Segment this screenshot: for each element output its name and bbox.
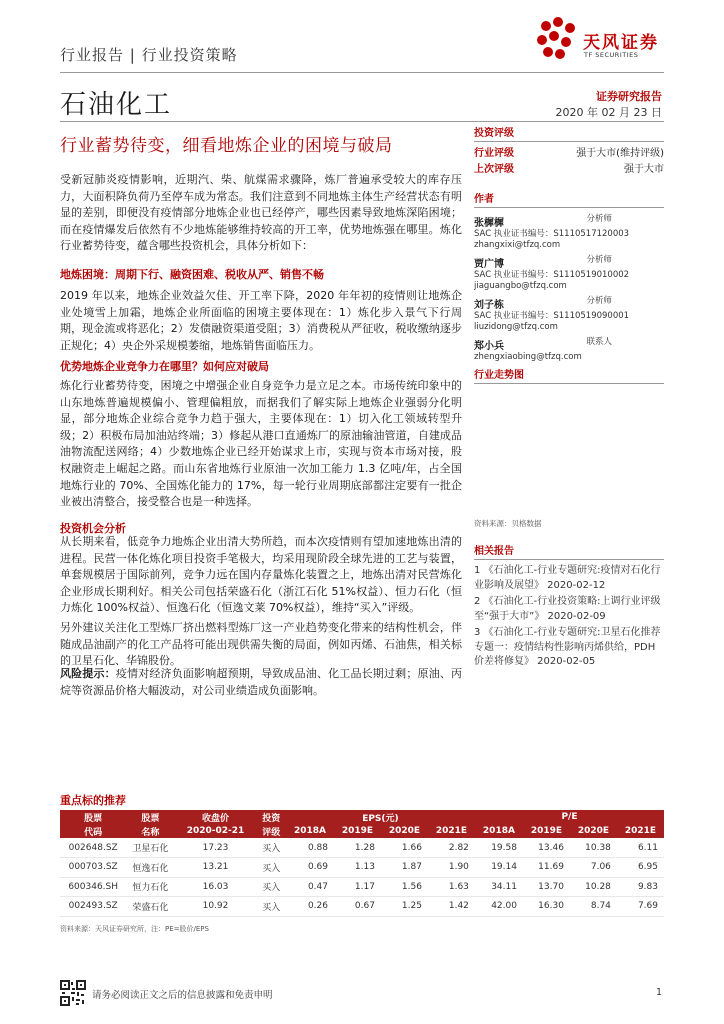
table-cell: 买入 xyxy=(257,897,286,917)
table-cell: 19.58 xyxy=(475,838,523,858)
logo-name: 天风证券 xyxy=(583,33,659,53)
table-cell: 1.90 xyxy=(428,858,475,878)
table-cell: 1.63 xyxy=(428,877,475,897)
author-email[interactable]: zhengxiaobing@tfzq.com xyxy=(474,352,582,362)
table-cell: 19.14 xyxy=(475,858,523,878)
table-cell: 10.92 xyxy=(174,897,256,917)
table-cell: 卫星石化 xyxy=(126,838,174,858)
section-text-opportunity: 从长期来看，低竞争力地炼企业出清大势所趋，而本次疫情则有望加速地炼出清的进程。民营一体化炼化项目投资手笔极大，均采用现阶段全球先进的工艺与装置，单套规模居于国际前列，竞争力远在国内存量炼化装置之上，地炼出清对民营炼化企业形成长期利好。相关公司包括荣盛石化（浙江石化 51%权益）、恒力石化（恒力炼化 100%权益）、恒逸石化（恒逸文莱 70%权益），维持“买入”评级。 xyxy=(60,535,462,615)
table-cell: 002648.SZ xyxy=(60,838,126,858)
document-kind: 证券研究报告 xyxy=(596,90,662,103)
table-cell: 1.25 xyxy=(381,897,428,917)
table-cell: 17.23 xyxy=(174,838,256,858)
table-cell: 13.46 xyxy=(523,838,570,858)
table-header-cell: 2018A xyxy=(475,824,523,838)
header-divider xyxy=(60,72,664,73)
table-header-cell: 2021E xyxy=(428,824,475,838)
author-role: 联系人 xyxy=(586,337,612,347)
rating-heading: 投资评级 xyxy=(474,124,664,142)
table-cell: 恒逸石化 xyxy=(126,858,174,878)
table-header-row xyxy=(60,824,664,838)
author-email[interactable]: liuzidong@tfzq.com xyxy=(474,322,558,332)
intro-paragraph: 受新冠肺炎疫情影响，近期汽、柴、航煤需求骤降，炼厂普遍承受较大的库存压力，大面积降负荷乃至停车成为常态。我们注意到不同地炼主体生产经营状态有明显的差别，即便没有疫情部分地炼企业也已经停产，哪些因素导致地炼深陷困境；而在疫情爆发后依然有不少地炼能够维持较高的开工率，优势地炼强在哪里。炼化行业蓄势待变，蕴含哪些投资机会，具体分析如下： xyxy=(60,173,462,253)
rating-row xyxy=(474,146,664,162)
related-heading: 相关报告 xyxy=(474,542,664,560)
table-cell: 34.11 xyxy=(475,877,523,897)
stock-recommendation-table xyxy=(60,810,664,917)
table-cell: 恒力石化 xyxy=(126,877,174,897)
section-text-structural: 另外建议关注化工型炼厂挤出燃料型炼厂这一产业趋势变化带来的结构性机会，伴随成品油副产的化工产品将可能出现供需失衡的局面，例如丙烯、石油焦，相关标的卫星石化、华锦股份。 xyxy=(60,621,462,668)
table-row xyxy=(60,858,664,878)
document-date: 2020 年 02 月 23 日 xyxy=(555,106,662,119)
report-headline: 行业蓄势待变，细看地炼企业的困境与破局 xyxy=(60,136,393,156)
related-report-item[interactable]: 1 《石油化工-行业专题研究:疫情对石化行业影响及展望》 2020-02-12 xyxy=(474,565,661,591)
table-cell: 600346.SH xyxy=(60,877,126,897)
rating-value: 强于大市(维持评级) xyxy=(576,148,664,159)
table-cell: 1.56 xyxy=(381,877,428,897)
section-text-dilemma: 2019 年以来，地炼企业效益欠佳、开工率下降，2020 年年初的疫情则让地炼企业处境雪上加霜，地炼企业所面临的困境主要体现在：1）炼化步入景气下行周期，现金流或将恶化；2）发债融资渠道受阻；3）消费税从严征收，税收缴纳逐步正规化；4）央企外采规模萎缩，地炼销售面临压力。 xyxy=(60,289,462,352)
author-email[interactable]: zhangxixi@tfzq.com xyxy=(474,240,561,250)
author-heading: 作者 xyxy=(474,190,664,208)
title-divider xyxy=(60,121,664,122)
table-cell: 13.70 xyxy=(523,877,570,897)
author-name: 贾广博 xyxy=(474,259,504,270)
rating-value: 强于大市 xyxy=(624,164,664,175)
author-entry xyxy=(474,296,664,333)
table-cell: 7.06 xyxy=(570,858,617,878)
table-header-cell: 代码 xyxy=(60,824,126,838)
table-cell: 0.69 xyxy=(286,858,334,878)
table-title: 重点标的推荐 xyxy=(60,794,126,807)
table-cell: 1.28 xyxy=(334,838,381,858)
table-header-cell: 2020E xyxy=(570,824,617,838)
logo-mark-icon xyxy=(532,14,582,70)
rating-row xyxy=(474,162,664,178)
trend-chart-area xyxy=(474,382,664,512)
author-email[interactable]: jiaguangbo@tfzq.com xyxy=(474,281,567,291)
logo-subtitle: TF SECURITIES xyxy=(584,51,639,59)
footer-disclaimer[interactable]: 请务必阅读正文之后的信息披露和免责申明 xyxy=(92,990,273,1001)
table-row xyxy=(60,877,664,897)
table-cell: 16.30 xyxy=(523,897,570,917)
risk-label: 风险提示： xyxy=(60,667,116,680)
table-cell: 9.83 xyxy=(617,877,664,897)
table-header-cell: 收盘价 xyxy=(174,810,256,824)
table-cell: 10.28 xyxy=(570,877,617,897)
related-report-item[interactable]: 3 《石油化工-行业专题研究:卫星石化推荐专题一：疫情结构性影响丙烯供给，PDH 价差将修复》 2020-02-05 xyxy=(474,627,661,667)
table-cell: 2.82 xyxy=(428,838,475,858)
table-cell: 8.74 xyxy=(570,897,617,917)
author-entry xyxy=(474,337,664,363)
table-cell: 6.95 xyxy=(617,858,664,878)
page-number: 1 xyxy=(655,987,662,998)
author-panel xyxy=(474,190,664,363)
table-row xyxy=(60,838,664,858)
table-cell: 10.38 xyxy=(570,838,617,858)
risk-paragraph xyxy=(60,666,462,699)
author-role: 分析师 xyxy=(586,214,612,224)
author-role: 分析师 xyxy=(586,255,612,265)
table-cell: 11.69 xyxy=(523,858,570,878)
author-cert: SAC 执业证书编号：S1110517120003 xyxy=(474,229,630,239)
section-heading-competitiveness: 优势地炼企业竞争力在哪里？如何应对破局 xyxy=(60,360,269,373)
table-cell: 16.03 xyxy=(174,877,256,897)
author-cert: SAC 执业证书编号：S1110519090001 xyxy=(474,311,630,321)
qr-code-icon xyxy=(60,980,86,1006)
table-cell: 1.17 xyxy=(334,877,381,897)
table-cell: 6.11 xyxy=(617,838,664,858)
related-panel xyxy=(474,542,664,670)
table-header-cell: 评级 xyxy=(257,824,286,838)
author-role: 分析师 xyxy=(586,296,612,306)
trend-source: 资料来源：贝格数据 xyxy=(474,519,542,528)
table-header-cell: 2020E xyxy=(381,824,428,838)
table-header-cell: 股票 xyxy=(60,810,126,824)
table-header-row xyxy=(60,810,664,824)
table-cell: 42.00 xyxy=(475,897,523,917)
section-text-competitiveness: 炼化行业蓄势待变，困境之中增强企业自身竞争力是立足之本。市场传统印象中的山东地炼普遍规模偏小、管理偏粗放，而据我们了解实际上地炼企业强弱分化明显，部分地炼企业综合竞争力趋于强大，主要体现在：1）切入化工领域转型升级；2）积极布局加油站终端；3）修起从港口直通炼厂的原油输油管道，自建成品油物流配送网络；4）少数地炼企业已经开始谋求上市，实现与资本市场对接，股权融资走上崛起之路。而山东省地炼行业原油一次加工能力 1.3 亿吨/年，占全国地炼行业的 70%、全国炼化能力的 17%，每一轮行业周期底部都注定要有一批企业被出清整合，接受整合也是一种选择。 xyxy=(60,379,462,509)
author-entry xyxy=(474,214,664,251)
author-entry xyxy=(474,255,664,292)
section-heading-opportunity: 投资机会分析 xyxy=(60,522,126,535)
table-header-cell: P/E xyxy=(475,810,664,824)
section-heading-dilemma: 地炼困境：周期下行、融资困难、税收从严、销售不畅 xyxy=(60,268,324,281)
author-name: 郑小兵 xyxy=(474,341,504,352)
table-cell: 0.67 xyxy=(334,897,381,917)
table-cell: 0.26 xyxy=(286,897,334,917)
report-type: 行业报告 | 行业投资策略 xyxy=(60,46,238,64)
table-note: 资料来源：天风证券研究所，注：PE=股价/EPS xyxy=(60,925,209,933)
table-cell: 000703.SZ xyxy=(60,858,126,878)
rating-panel xyxy=(474,124,664,178)
table-header-cell: 股票 xyxy=(126,810,174,824)
related-report-item[interactable]: 2 《石油化工-行业投资策略:上调行业评级至“强于大市”》 2020-02-09 xyxy=(474,596,661,622)
table-header-cell: EPS(元) xyxy=(286,810,475,824)
table-cell: 1.66 xyxy=(381,838,428,858)
risk-text: 疫情对经济负面影响超预期，导致成品油、化工品长期过剩；原油、丙烷等资源品价格大幅波动，对公司业绩造成负面影响。 xyxy=(60,667,462,697)
table-cell: 买入 xyxy=(257,858,286,878)
table-header-cell: 2019E xyxy=(523,824,570,838)
table-cell: 0.47 xyxy=(286,877,334,897)
industry-title: 石油化工 xyxy=(60,90,173,120)
table-header-cell: 2020-02-21 xyxy=(174,824,256,838)
table-cell: 0.88 xyxy=(286,838,334,858)
table-cell: 002493.SZ xyxy=(60,897,126,917)
table-cell: 1.42 xyxy=(428,897,475,917)
trend-heading: 行业走势图 xyxy=(474,366,664,384)
table-cell: 1.87 xyxy=(381,858,428,878)
table-header-cell: 投资 xyxy=(257,810,286,824)
table-cell: 1.13 xyxy=(334,858,381,878)
table-header-cell: 2018A xyxy=(286,824,334,838)
author-name: 刘子栋 xyxy=(474,300,504,311)
table-header-cell: 2021E xyxy=(617,824,664,838)
table-cell: 买入 xyxy=(257,877,286,897)
table-cell: 13.21 xyxy=(174,858,256,878)
rating-key: 行业评级 xyxy=(474,148,514,159)
table-header-cell: 2019E xyxy=(334,824,381,838)
author-name: 张樨樨 xyxy=(474,218,504,229)
table-cell: 荣盛石化 xyxy=(126,897,174,917)
table-header-cell: 名称 xyxy=(126,824,174,838)
author-cert: SAC 执业证书编号：S1110519010002 xyxy=(474,270,630,280)
table-cell: 买入 xyxy=(257,838,286,858)
table-row xyxy=(60,897,664,917)
table-cell: 7.69 xyxy=(617,897,664,917)
rating-key: 上次评级 xyxy=(474,164,514,175)
